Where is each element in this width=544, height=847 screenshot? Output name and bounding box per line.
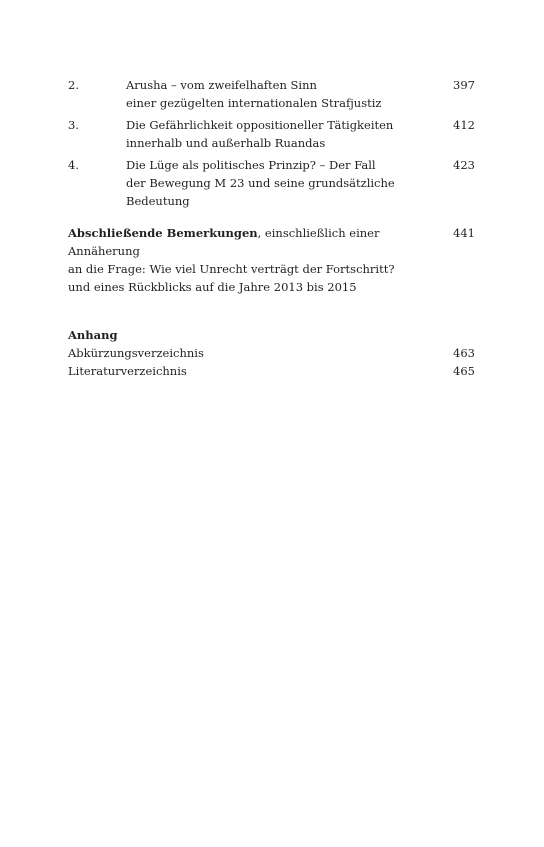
- toc-closing-line1: [68, 224, 435, 260]
- toc-closing-page: 441: [453, 226, 475, 240]
- toc-closing-line3: und eines Rückblicks auf die Jahre 2013 bis 2015: [68, 280, 357, 294]
- annex-heading: Anhang: [68, 328, 118, 342]
- annex-item-label: Literaturverzeichnis: [68, 364, 187, 378]
- annex-item-bibliography: [68, 362, 475, 380]
- annex-item-label: Abkürzungsverzeichnis: [68, 346, 204, 360]
- toc-entry-2: [68, 76, 475, 112]
- table-of-contents: [68, 76, 475, 380]
- annex-item-abbreviations: [68, 344, 475, 362]
- toc-entry-title: [126, 116, 475, 152]
- toc-closing-line2: an die Frage: Wie viel Unrecht verträgt der Fortschritt?: [68, 262, 395, 276]
- toc-entry-title: [126, 156, 475, 210]
- annex-item-page: 463: [453, 346, 475, 360]
- toc-entry-number: 3.: [68, 118, 79, 132]
- toc-entry-title: [126, 76, 475, 112]
- toc-closing-remarks: [68, 224, 475, 296]
- toc-closing-rest: , einschließlich einer Annäherung: [68, 226, 380, 258]
- toc-entry-page: 423: [453, 158, 475, 172]
- toc-entry-title-line2: der Bewegung M 23 und seine grundsätzliche Bedeutung: [126, 176, 395, 208]
- toc-entry-page: 412: [453, 118, 475, 132]
- toc-entry-number: 4.: [68, 158, 79, 172]
- toc-entry-title-line1: Die Gefährlichkeit oppositioneller Tätigkeiten: [126, 118, 394, 132]
- toc-entry-title-line2: innerhalb und außerhalb Ruandas: [126, 136, 326, 150]
- toc-entry-number: 2.: [68, 78, 79, 92]
- toc-entry-page: 397: [453, 78, 475, 92]
- toc-entry-3: [68, 116, 475, 152]
- toc-entry-title-line1: Arusha – vom zweifelhaften Sinn: [126, 78, 317, 92]
- toc-closing-bold: Abschließende Bemerkungen: [68, 226, 258, 240]
- toc-entry-title-line1: Die Lüge als politisches Prinzip? – Der Fall: [126, 158, 376, 172]
- toc-entry-title-line2: einer gezügelten internationalen Strafjustiz: [126, 96, 382, 110]
- toc-entry-4: [68, 156, 475, 210]
- annex-item-page: 465: [453, 364, 475, 378]
